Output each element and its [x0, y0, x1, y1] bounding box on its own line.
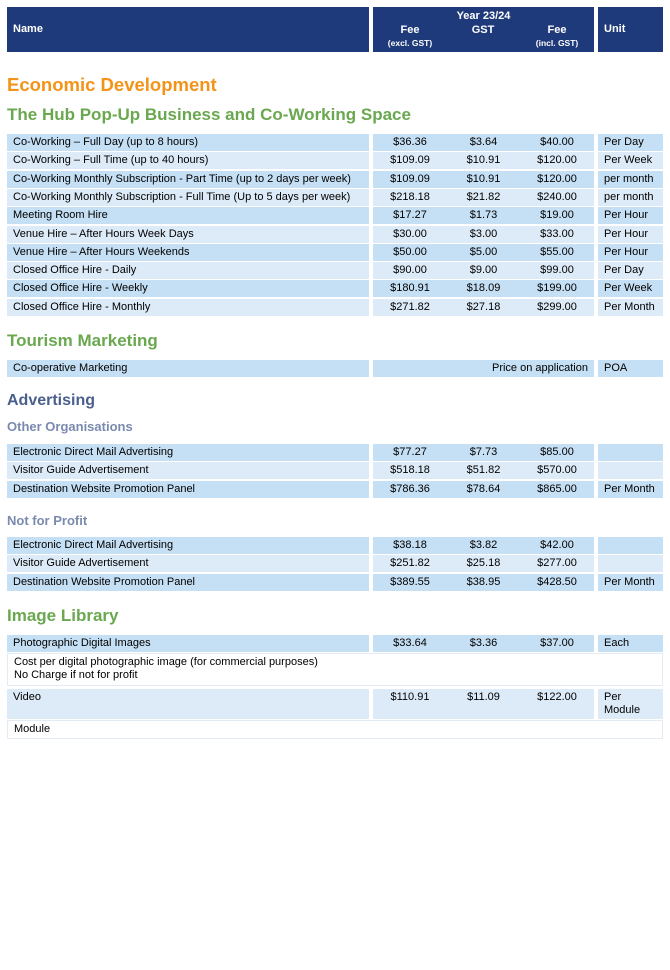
row-gst: $3.64: [447, 134, 520, 151]
row-fee-incl: $240.00: [520, 189, 594, 206]
row-unit: [598, 689, 663, 719]
header-unit-label: Unit: [604, 23, 626, 35]
row-unit: Each: [598, 635, 663, 652]
table-row: [7, 555, 663, 572]
table-row: [7, 226, 663, 243]
row-unit: Per Day: [598, 262, 663, 279]
row-name: Meeting Room Hire: [7, 207, 369, 224]
row-gst: $21.82: [447, 189, 520, 206]
row-price: Price on application: [373, 360, 594, 377]
row-unit: [598, 444, 663, 461]
row-unit: per month: [598, 189, 663, 206]
row-gst: $3.82: [447, 537, 520, 554]
row-fee-incl: $277.00: [520, 555, 594, 572]
row-fee: $110.91: [373, 689, 447, 719]
row-name: Co-Working – Full Day (up to 8 hours): [7, 134, 369, 151]
row-fee-incl: $120.00: [520, 171, 594, 188]
row-unit: Per Month: [598, 481, 663, 498]
heading-other-organisations: Other Organisations: [7, 419, 133, 434]
row-name: Closed Office Hire - Monthly: [7, 299, 369, 316]
header-fee-incl: [520, 24, 594, 50]
table-row: [7, 481, 663, 498]
row-unit: POA: [598, 360, 663, 377]
row-gst: $18.09: [447, 280, 520, 297]
row-fee: $251.82: [373, 555, 447, 572]
row-fee-incl: $33.00: [520, 226, 594, 243]
heading-economic-development: Economic Development: [7, 74, 217, 95]
row-gst: $5.00: [447, 244, 520, 261]
row-name: Photographic Digital Images: [7, 635, 369, 652]
header-fee: [373, 24, 447, 50]
row-gst: $3.00: [447, 226, 520, 243]
header-fee-note: (excl. GST): [387, 38, 433, 48]
row-unit: [598, 537, 663, 554]
row-fee: $38.18: [373, 537, 447, 554]
row-gst: $9.00: [447, 262, 520, 279]
row-fee: $218.18: [373, 189, 447, 206]
header-name-column: [7, 7, 369, 52]
row-name: Closed Office Hire - Daily: [7, 262, 369, 279]
table-row: [7, 537, 663, 554]
row-name: Destination Website Promotion Panel: [7, 481, 369, 498]
row-unit: per month: [598, 171, 663, 188]
header-unit-column: [598, 7, 663, 52]
row-unit: [598, 555, 663, 572]
row-fee: $90.00: [373, 262, 447, 279]
row-unit-line-2: Module: [604, 704, 641, 716]
row-name: Co-Working Monthly Subscription - Full Time (Up to 5 days per week): [7, 189, 369, 206]
row-name: Closed Office Hire - Weekly: [7, 280, 369, 297]
heading-image-library: Image Library: [7, 606, 119, 625]
table-row: [7, 189, 663, 206]
row-fee-incl: $37.00: [520, 635, 594, 652]
row-fee-incl: $55.00: [520, 244, 594, 261]
row-name: Co-operative Marketing: [7, 360, 369, 377]
row-name: Electronic Direct Mail Advertising: [7, 444, 369, 461]
table-row: [7, 299, 663, 316]
row-fee-incl: $299.00: [520, 299, 594, 316]
row-fee: $77.27: [373, 444, 447, 461]
row-fee: $109.09: [373, 171, 447, 188]
row-fee: $109.09: [373, 152, 447, 169]
row-name: Visitor Guide Advertisement: [7, 555, 369, 572]
table-row: [7, 244, 663, 261]
table-row: [7, 152, 663, 169]
row-fee-incl: $199.00: [520, 280, 594, 297]
row-fee: $389.55: [373, 574, 447, 591]
video-note-line: Module: [14, 723, 51, 735]
row-name: Co-Working Monthly Subscription - Part Time (up to 2 days per week): [7, 171, 369, 188]
row-unit: Per Hour: [598, 207, 663, 224]
header-year-column: [373, 7, 594, 52]
row-unit: Per Day: [598, 134, 663, 151]
heading-advertising: Advertising: [7, 392, 96, 409]
video-note: [7, 720, 663, 739]
table-row: [7, 635, 663, 652]
table-row: [7, 360, 663, 377]
header-fee-label: Fee: [400, 24, 420, 36]
row-unit: Per Hour: [598, 226, 663, 243]
row-gst: $3.36: [447, 635, 520, 652]
row-unit: [598, 462, 663, 479]
row-unit: Per Month: [598, 299, 663, 316]
row-gst: $11.09: [447, 689, 520, 719]
row-fee: $36.36: [373, 134, 447, 151]
row-unit: Per Week: [598, 152, 663, 169]
row-gst: $25.18: [447, 555, 520, 572]
header-gst-label: GST: [471, 24, 495, 36]
row-name: Destination Website Promotion Panel: [7, 574, 369, 591]
row-unit: Per Month: [598, 574, 663, 591]
row-fee-incl: $570.00: [520, 462, 594, 479]
row-name: Venue Hire – After Hours Weekends: [7, 244, 369, 261]
photo-note-line-1: Cost per digital photographic image (for commercial purposes): [14, 656, 318, 668]
row-fee: $180.91: [373, 280, 447, 297]
table-row: [7, 207, 663, 224]
row-gst: $7.73: [447, 444, 520, 461]
table-row: [7, 574, 663, 591]
heading-hub: The Hub Pop-Up Business and Co-Working Space: [7, 105, 411, 124]
row-gst: $51.82: [447, 462, 520, 479]
row-fee-incl: $865.00: [520, 481, 594, 498]
row-fee: $271.82: [373, 299, 447, 316]
table-row: [7, 689, 663, 719]
table-row: [7, 171, 663, 188]
row-fee: $17.27: [373, 207, 447, 224]
row-name: Visitor Guide Advertisement: [7, 462, 369, 479]
row-name: Electronic Direct Mail Advertising: [7, 537, 369, 554]
row-fee-incl: $120.00: [520, 152, 594, 169]
row-fee-incl: $99.00: [520, 262, 594, 279]
row-fee-incl: $85.00: [520, 444, 594, 461]
row-fee-incl: $40.00: [520, 134, 594, 151]
row-name: Video: [7, 689, 369, 719]
table-row: [7, 262, 663, 279]
header-year-label: Year 23/24: [456, 10, 511, 22]
row-fee-incl: $428.50: [520, 574, 594, 591]
row-fee-incl: $42.00: [520, 537, 594, 554]
row-fee: $33.64: [373, 635, 447, 652]
row-gst: $10.91: [447, 171, 520, 188]
table-row: [7, 462, 663, 479]
row-unit-line-1: Per: [604, 691, 622, 703]
row-fee: $30.00: [373, 226, 447, 243]
row-unit: Per Week: [598, 280, 663, 297]
row-unit: Per Hour: [598, 244, 663, 261]
heading-tourism: Tourism Marketing: [7, 331, 158, 350]
table-row: [7, 134, 663, 151]
header-fee-incl-label: Fee: [547, 24, 567, 36]
row-fee: $786.36: [373, 481, 447, 498]
header-fee-incl-note: (incl. GST): [535, 38, 579, 48]
row-fee: $50.00: [373, 244, 447, 261]
row-gst: $27.18: [447, 299, 520, 316]
header-name-label: Name: [13, 23, 43, 35]
header-gst: [446, 24, 520, 37]
row-name: Co-Working – Full Time (up to 40 hours): [7, 152, 369, 169]
row-fee-incl: $19.00: [520, 207, 594, 224]
photo-note: [7, 653, 663, 686]
row-gst: $38.95: [447, 574, 520, 591]
table-row: [7, 444, 663, 461]
row-gst: $10.91: [447, 152, 520, 169]
heading-not-for-profit: Not for Profit: [7, 513, 88, 528]
row-gst: $78.64: [447, 481, 520, 498]
photo-note-line-2: No Charge if not for profit: [14, 669, 138, 681]
row-fee: $518.18: [373, 462, 447, 479]
row-fee-incl: $122.00: [520, 689, 594, 719]
row-gst: $1.73: [447, 207, 520, 224]
table-row: [7, 280, 663, 297]
row-name: Venue Hire – After Hours Week Days: [7, 226, 369, 243]
